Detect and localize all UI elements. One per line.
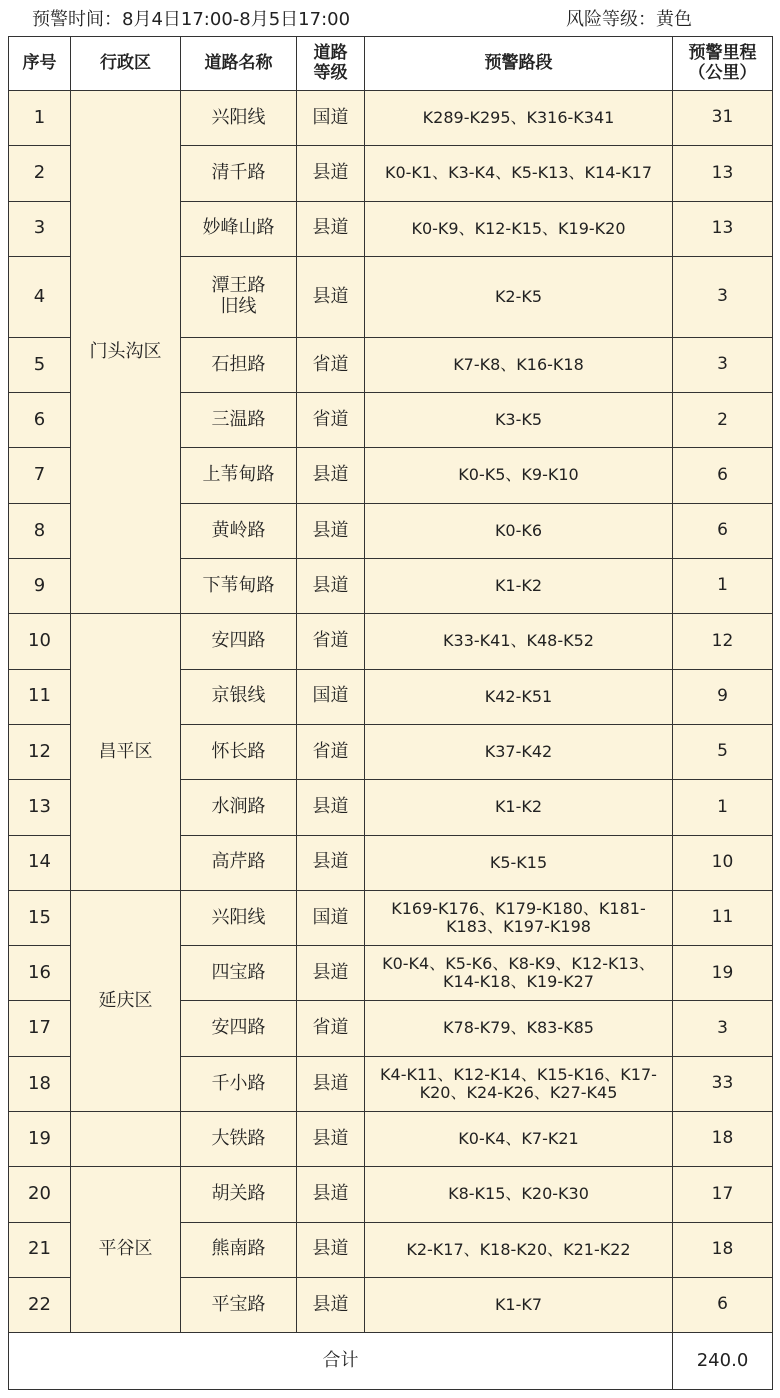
warning-segment: K289-K295、K316-K341 xyxy=(365,91,673,146)
col-district-header: 行政区 xyxy=(71,37,181,91)
warning-segment: K1-K2 xyxy=(365,780,673,835)
warning-distance: 5 xyxy=(673,724,773,779)
district-cell: 昌平区 xyxy=(71,614,181,890)
road-grade: 县道 xyxy=(297,780,365,835)
row-index: 20 xyxy=(9,1167,71,1222)
row-index: 17 xyxy=(9,1001,71,1056)
road-name: 水涧路 xyxy=(181,780,297,835)
warning-distance: 18 xyxy=(673,1222,773,1277)
road-name: 熊南路 xyxy=(181,1222,297,1277)
warning-segment: K1-K2 xyxy=(365,559,673,614)
road-grade: 省道 xyxy=(297,1001,365,1056)
warning-distance: 3 xyxy=(673,256,773,337)
warning-segment: K7-K8、K16-K18 xyxy=(365,337,673,392)
road-grade: 国道 xyxy=(297,669,365,724)
road-name: 潭王路旧线 xyxy=(181,256,297,337)
warning-segment: K0-K5、K9-K10 xyxy=(365,448,673,503)
table-row xyxy=(9,890,773,945)
road-grade: 省道 xyxy=(297,337,365,392)
row-index: 18 xyxy=(9,1056,71,1111)
row-index: 1 xyxy=(9,91,71,146)
road-grade: 省道 xyxy=(297,724,365,779)
road-name: 三温路 xyxy=(181,393,297,448)
warning-distance: 11 xyxy=(673,890,773,945)
warning-segment: K1-K7 xyxy=(365,1277,673,1332)
road-name: 大铁路 xyxy=(181,1112,297,1167)
warning-distance: 33 xyxy=(673,1056,773,1111)
warning-distance: 1 xyxy=(673,559,773,614)
road-grade: 县道 xyxy=(297,1056,365,1111)
warning-segment: K33-K41、K48-K52 xyxy=(365,614,673,669)
row-index: 9 xyxy=(9,559,71,614)
district-cell: 平谷区 xyxy=(71,1167,181,1333)
warning-segment: K42-K51 xyxy=(365,669,673,724)
row-index: 22 xyxy=(9,1277,71,1332)
road-grade: 县道 xyxy=(297,1277,365,1332)
road-name: 高芹路 xyxy=(181,835,297,890)
row-index: 3 xyxy=(9,201,71,256)
road-grade: 县道 xyxy=(297,146,365,201)
row-index: 12 xyxy=(9,724,71,779)
road-grade: 县道 xyxy=(297,201,365,256)
col-distance-header xyxy=(673,37,773,91)
road-name: 安四路 xyxy=(181,614,297,669)
road-name: 兴阳线 xyxy=(181,890,297,945)
col-grade-header-line1: 道路 xyxy=(313,42,348,63)
warning-distance: 13 xyxy=(673,146,773,201)
row-index: 4 xyxy=(9,256,71,337)
road-grade: 国道 xyxy=(297,890,365,945)
road-name: 胡关路 xyxy=(181,1167,297,1222)
road-name: 四宝路 xyxy=(181,946,297,1001)
warning-segment: K169-K176、K179-K180、K181-K183、K197-K198 xyxy=(365,890,673,945)
row-index: 7 xyxy=(9,448,71,503)
row-index: 8 xyxy=(9,503,71,558)
row-index: 6 xyxy=(9,393,71,448)
district-cell xyxy=(71,1112,181,1167)
road-name: 怀长路 xyxy=(181,724,297,779)
warning-table xyxy=(8,36,773,1390)
row-index: 13 xyxy=(9,780,71,835)
road-name: 安四路 xyxy=(181,1001,297,1056)
road-name: 妙峰山路 xyxy=(181,201,297,256)
warning-segment: K5-K15 xyxy=(365,835,673,890)
warning-segment: K0-K6 xyxy=(365,503,673,558)
warning-segment: K2-K5 xyxy=(365,256,673,337)
row-index: 19 xyxy=(9,1112,71,1167)
col-road-header: 道路名称 xyxy=(181,37,297,91)
table-row xyxy=(9,1112,773,1167)
warning-distance: 3 xyxy=(673,1001,773,1056)
road-name: 石担路 xyxy=(181,337,297,392)
warning-distance: 12 xyxy=(673,614,773,669)
warning-segment: K0-K1、K3-K4、K5-K13、K14-K17 xyxy=(365,146,673,201)
warning-segment: K0-K4、K7-K21 xyxy=(365,1112,673,1167)
warning-distance: 13 xyxy=(673,201,773,256)
warning-distance: 18 xyxy=(673,1112,773,1167)
warning-distance: 2 xyxy=(673,393,773,448)
road-grade: 县道 xyxy=(297,1167,365,1222)
total-row xyxy=(9,1333,773,1390)
row-index: 11 xyxy=(9,669,71,724)
col-index-header: 序号 xyxy=(9,37,71,91)
road-name: 上苇甸路 xyxy=(181,448,297,503)
road-grade: 县道 xyxy=(297,448,365,503)
warning-distance: 3 xyxy=(673,337,773,392)
road-name: 平宝路 xyxy=(181,1277,297,1332)
road-grade: 省道 xyxy=(297,393,365,448)
road-grade: 县道 xyxy=(297,256,365,337)
warning-segment: K37-K42 xyxy=(365,724,673,779)
warning-distance: 10 xyxy=(673,835,773,890)
warning-distance: 31 xyxy=(673,91,773,146)
road-grade: 省道 xyxy=(297,614,365,669)
road-grade: 县道 xyxy=(297,946,365,1001)
total-label: 合计 xyxy=(9,1333,673,1390)
road-name: 下苇甸路 xyxy=(181,559,297,614)
warning-segment: K3-K5 xyxy=(365,393,673,448)
warning-distance: 1 xyxy=(673,780,773,835)
col-grade-header-line2: 等级 xyxy=(313,62,348,83)
warning-distance: 6 xyxy=(673,448,773,503)
road-grade: 县道 xyxy=(297,503,365,558)
road-name: 千小路 xyxy=(181,1056,297,1111)
row-index: 21 xyxy=(9,1222,71,1277)
col-segment-header: 预警路段 xyxy=(365,37,673,91)
total-value: 240.0 xyxy=(673,1333,773,1390)
district-cell: 门头沟区 xyxy=(71,91,181,614)
row-index: 15 xyxy=(9,890,71,945)
road-name: 兴阳线 xyxy=(181,91,297,146)
road-grade: 国道 xyxy=(297,91,365,146)
warning-segment: K0-K4、K5-K6、K8-K9、K12-K13、K14-K18、K19-K27 xyxy=(365,946,673,1001)
row-index: 10 xyxy=(9,614,71,669)
warning-distance: 19 xyxy=(673,946,773,1001)
warning-distance: 9 xyxy=(673,669,773,724)
page-header xyxy=(0,0,780,36)
road-grade: 县道 xyxy=(297,1112,365,1167)
warning-segment: K8-K15、K20-K30 xyxy=(365,1167,673,1222)
col-grade-header xyxy=(297,37,365,91)
row-index: 16 xyxy=(9,946,71,1001)
warning-time: 预警时间：8月4日17:00-8月5日17:00 xyxy=(32,9,351,30)
warning-distance: 6 xyxy=(673,503,773,558)
table-header-row xyxy=(9,37,773,91)
district-cell: 延庆区 xyxy=(71,890,181,1111)
table-row xyxy=(9,614,773,669)
col-distance-header-line2: （公里） xyxy=(688,62,757,83)
warning-distance: 6 xyxy=(673,1277,773,1332)
col-distance-header-line1: 预警里程 xyxy=(688,42,757,63)
road-grade: 县道 xyxy=(297,835,365,890)
road-name: 黄岭路 xyxy=(181,503,297,558)
road-name: 清千路 xyxy=(181,146,297,201)
warning-segment: K78-K79、K83-K85 xyxy=(365,1001,673,1056)
warning-segment: K4-K11、K12-K14、K15-K16、K17-K20、K24-K26、K27-K45 xyxy=(365,1056,673,1111)
road-name: 京银线 xyxy=(181,669,297,724)
row-index: 14 xyxy=(9,835,71,890)
warning-segment: K0-K9、K12-K15、K19-K20 xyxy=(365,201,673,256)
risk-level: 风险等级：黄色 xyxy=(566,9,692,30)
road-grade: 县道 xyxy=(297,1222,365,1277)
table-row xyxy=(9,1167,773,1222)
row-index: 2 xyxy=(9,146,71,201)
warning-distance: 17 xyxy=(673,1167,773,1222)
warning-segment: K2-K17、K18-K20、K21-K22 xyxy=(365,1222,673,1277)
road-grade: 县道 xyxy=(297,559,365,614)
table-row xyxy=(9,91,773,146)
row-index: 5 xyxy=(9,337,71,392)
